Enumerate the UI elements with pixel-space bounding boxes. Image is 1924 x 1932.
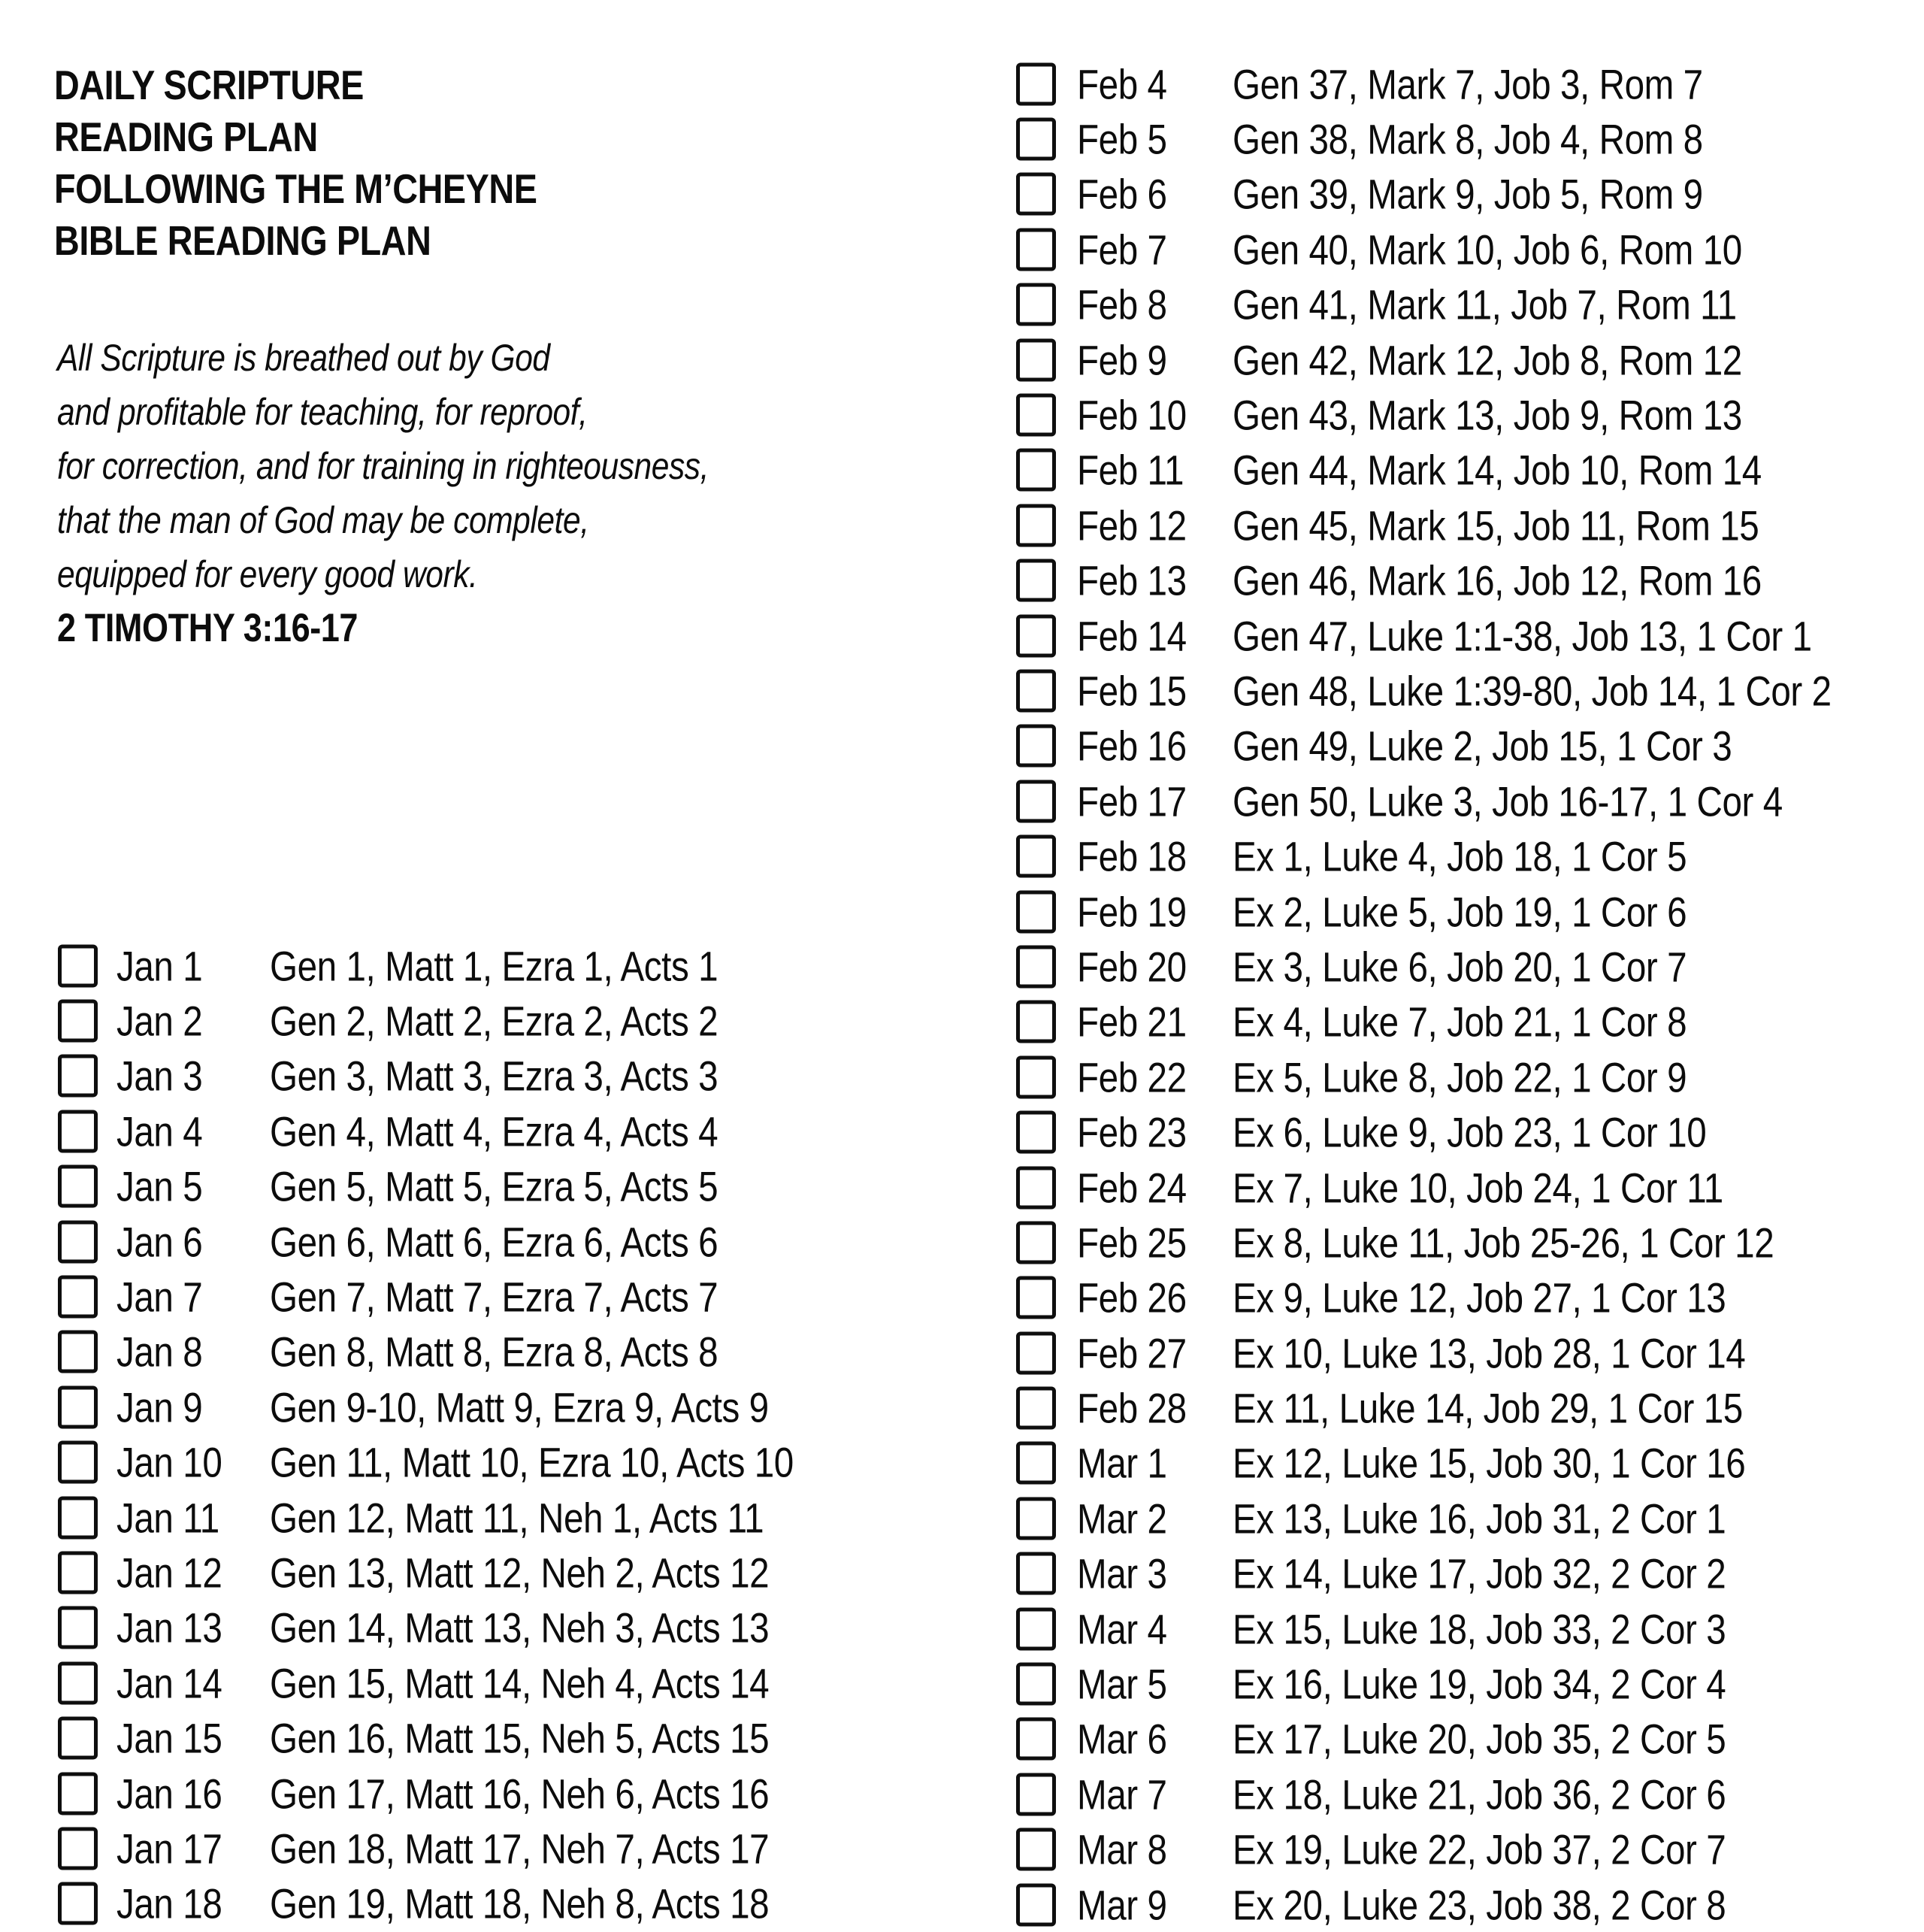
- plan-row: [0, 111, 1924, 166]
- day-readings: Ex 1, Luke 4, Job 18, 1 Cor 5: [1233, 832, 1687, 880]
- day-readings: Gen 13, Matt 12, Neh 2, Acts 12: [270, 1549, 770, 1597]
- title-line-text: BIBLE READING PLAN: [54, 217, 431, 264]
- day-date: Mar 2: [1077, 1494, 1167, 1543]
- day-checkbox[interactable]: [1016, 449, 1056, 492]
- day-checkbox[interactable]: [1016, 62, 1056, 105]
- day-readings: Gen 12, Matt 11, Neh 1, Acts 11: [270, 1494, 764, 1542]
- day-checkbox[interactable]: [1016, 228, 1056, 271]
- day-date: Jan 10: [116, 1438, 222, 1486]
- plan-row: [0, 332, 1924, 387]
- plan-row: [0, 167, 1924, 222]
- day-readings: Gen 11, Matt 10, Ezra 10, Acts 10: [270, 1438, 794, 1486]
- day-date: Jan 11: [116, 1494, 219, 1542]
- day-date: Jan 8: [116, 1328, 203, 1376]
- day-date: Feb 17: [1077, 777, 1187, 825]
- day-date: Mar 8: [1077, 1825, 1167, 1873]
- day-readings: Ex 18, Luke 21, Job 36, 2 Cor 6: [1233, 1770, 1726, 1818]
- day-checkbox[interactable]: [1016, 890, 1056, 933]
- day-readings: Ex 6, Luke 9, Job 23, 1 Cor 10: [1233, 1108, 1707, 1156]
- day-date: Feb 28: [1077, 1384, 1187, 1432]
- day-checkbox[interactable]: [1016, 1828, 1056, 1871]
- title-line-text: READING PLAN: [54, 114, 318, 160]
- day-readings: Gen 47, Luke 1:1-38, Job 13, 1 Cor 1: [1233, 612, 1812, 660]
- day-date: Feb 13: [1077, 556, 1187, 604]
- plan-row: [0, 1491, 1924, 1546]
- day-readings: Gen 1, Matt 1, Ezra 1, Acts 1: [270, 942, 718, 990]
- day-date: Jan 3: [116, 1052, 203, 1100]
- day-readings: Gen 43, Mark 13, Job 9, Rom 13: [1233, 391, 1742, 439]
- day-date: Feb 23: [1077, 1108, 1187, 1156]
- plan-row: [0, 1049, 1924, 1104]
- right-column-list: [0, 56, 1924, 1932]
- day-readings: Gen 7, Matt 7, Ezra 7, Acts 7: [270, 1273, 718, 1321]
- plan-row: [0, 277, 1924, 332]
- day-readings: Gen 50, Luke 3, Job 16-17, 1 Cor 4: [1233, 777, 1783, 825]
- day-readings: Gen 4, Matt 4, Ezra 4, Acts 4: [270, 1107, 718, 1155]
- day-checkbox[interactable]: [1016, 1442, 1056, 1485]
- day-readings: Gen 18, Matt 17, Neh 7, Acts 17: [270, 1824, 770, 1873]
- day-date: Jan 1: [116, 942, 203, 990]
- day-checkbox[interactable]: [1016, 504, 1056, 547]
- plan-row: [0, 1601, 1924, 1656]
- day-readings: Ex 20, Luke 23, Job 38, 2 Cor 8: [1233, 1881, 1726, 1929]
- plan-row: [0, 553, 1924, 608]
- day-date: Jan 18: [116, 1879, 222, 1927]
- day-date: Feb 25: [1077, 1219, 1187, 1267]
- quote-line-text: All Scripture is breathed out by God: [57, 337, 550, 379]
- day-readings: Gen 15, Matt 14, Neh 4, Acts 14: [270, 1659, 770, 1707]
- day-checkbox[interactable]: [1016, 394, 1056, 437]
- day-readings: Gen 45, Mark 15, Job 11, Rom 15: [1233, 501, 1759, 550]
- day-date: Mar 4: [1077, 1605, 1167, 1653]
- plan-row: [0, 1380, 1924, 1435]
- quote-line-text: that the man of God may be complete,: [57, 499, 589, 541]
- day-date: Jan 14: [116, 1659, 222, 1707]
- day-checkbox[interactable]: [1016, 1883, 1056, 1926]
- day-readings: Ex 7, Luke 10, Job 24, 1 Cor 11: [1233, 1164, 1723, 1211]
- day-date: Mar 5: [1077, 1660, 1167, 1708]
- day-readings: Ex 5, Luke 8, Job 22, 1 Cor 9: [1233, 1053, 1687, 1101]
- day-checkbox[interactable]: [1016, 614, 1056, 657]
- plan-row: [0, 1436, 1924, 1491]
- day-readings: Ex 12, Luke 15, Job 30, 1 Cor 16: [1233, 1439, 1746, 1487]
- plan-row: [0, 1712, 1924, 1767]
- day-date: Mar 3: [1077, 1549, 1167, 1597]
- day-date: Feb 20: [1077, 943, 1187, 991]
- day-date: Jan 16: [116, 1770, 222, 1818]
- plan-row: [0, 387, 1924, 442]
- day-checkbox[interactable]: [1016, 1276, 1056, 1319]
- day-date: Feb 7: [1077, 226, 1167, 274]
- plan-row: [0, 939, 1924, 994]
- day-date: Jan 7: [116, 1273, 203, 1321]
- day-date: Feb 4: [1077, 60, 1167, 108]
- plan-row: [0, 884, 1924, 939]
- day-date: Feb 11: [1077, 446, 1184, 494]
- day-readings: Gen 6, Matt 6, Ezra 6, Acts 6: [270, 1218, 718, 1266]
- day-readings: Gen 42, Mark 12, Job 8, Rom 12: [1233, 336, 1742, 384]
- day-checkbox[interactable]: [1016, 945, 1056, 988]
- quote-line-text: equipped for every good work.: [57, 553, 478, 595]
- day-readings: Gen 14, Matt 13, Neh 3, Acts 13: [270, 1603, 770, 1652]
- day-readings: Ex 8, Luke 11, Job 25-26, 1 Cor 12: [1233, 1219, 1774, 1267]
- day-readings: Ex 10, Luke 13, Job 28, 1 Cor 14: [1233, 1329, 1746, 1377]
- day-readings: Ex 3, Luke 6, Job 20, 1 Cor 7: [1233, 943, 1687, 991]
- plan-row: [0, 1104, 1924, 1159]
- day-checkbox[interactable]: [1016, 173, 1056, 216]
- day-checkbox[interactable]: [1016, 118, 1056, 161]
- day-date: Feb 24: [1077, 1164, 1187, 1211]
- day-date: Mar 7: [1077, 1770, 1167, 1818]
- day-date: Feb 27: [1077, 1329, 1187, 1377]
- day-readings: Gen 8, Matt 8, Ezra 8, Acts 8: [270, 1328, 718, 1376]
- day-checkbox[interactable]: [1016, 1663, 1056, 1706]
- day-date: Feb 9: [1077, 336, 1167, 384]
- day-readings: Gen 48, Luke 1:39-80, Job 14, 1 Cor 2: [1233, 667, 1832, 715]
- day-checkbox[interactable]: [1016, 559, 1056, 602]
- day-date: Feb 22: [1077, 1053, 1187, 1101]
- day-readings: Ex 17, Luke 20, Job 35, 2 Cor 5: [1233, 1715, 1726, 1763]
- day-checkbox[interactable]: [1016, 780, 1056, 822]
- day-readings: Gen 2, Matt 2, Ezra 2, Acts 2: [270, 997, 718, 1045]
- plan-row: [0, 1546, 1924, 1601]
- day-readings: Gen 40, Mark 10, Job 6, Rom 10: [1233, 226, 1742, 274]
- day-readings: Gen 19, Matt 18, Neh 8, Acts 18: [270, 1879, 770, 1927]
- day-date: Jan 12: [116, 1549, 222, 1597]
- day-date: Feb 21: [1077, 998, 1187, 1046]
- day-checkbox[interactable]: [1016, 1166, 1056, 1209]
- plan-row: [0, 995, 1924, 1049]
- day-date: Jan 2: [116, 997, 203, 1045]
- plan-row: [0, 719, 1924, 774]
- day-readings: Gen 49, Luke 2, Job 15, 1 Cor 3: [1233, 722, 1732, 770]
- day-date: Jan 9: [116, 1383, 203, 1431]
- day-date: Feb 6: [1077, 170, 1167, 218]
- day-checkbox[interactable]: [1016, 283, 1056, 326]
- quote-line-text: and profitable for teaching, for reproof,: [57, 391, 588, 433]
- day-date: Jan 6: [116, 1218, 203, 1266]
- day-date: Jan 15: [116, 1714, 222, 1762]
- day-checkbox[interactable]: [1016, 835, 1056, 878]
- day-readings: Ex 4, Luke 7, Job 21, 1 Cor 8: [1233, 998, 1687, 1046]
- day-checkbox[interactable]: [1016, 1055, 1056, 1098]
- day-checkbox[interactable]: [1016, 725, 1056, 768]
- day-date: Feb 14: [1077, 612, 1187, 660]
- day-checkbox[interactable]: [1016, 1773, 1056, 1815]
- day-checkbox[interactable]: [1016, 1607, 1056, 1650]
- plan-row: [0, 1767, 1924, 1821]
- day-date: Feb 16: [1077, 722, 1187, 770]
- day-date: Feb 19: [1077, 888, 1187, 936]
- day-checkbox[interactable]: [1016, 1497, 1056, 1540]
- plan-row: [0, 663, 1924, 718]
- plan-row: [0, 828, 1924, 883]
- day-date: Feb 8: [1077, 280, 1167, 329]
- plan-row: [0, 222, 1924, 277]
- quote-reference-text: 2 TIMOTHY 3:16-17: [57, 606, 358, 650]
- day-readings: Gen 41, Mark 11, Job 7, Rom 11: [1233, 280, 1737, 329]
- day-checkbox[interactable]: [1016, 1718, 1056, 1761]
- day-readings: Gen 16, Matt 15, Neh 5, Acts 15: [270, 1714, 770, 1762]
- quote-line-text: for correction, and for training in righteousness,: [57, 445, 709, 487]
- plan-row: [0, 608, 1924, 663]
- day-date: Mar 6: [1077, 1715, 1167, 1763]
- plan-row: [0, 1822, 1924, 1877]
- plan-row: [0, 1656, 1924, 1711]
- plan-row: [0, 56, 1924, 111]
- day-checkbox[interactable]: [1016, 1387, 1056, 1430]
- day-readings: Gen 17, Matt 16, Neh 6, Acts 16: [270, 1770, 770, 1818]
- day-date: Jan 5: [116, 1162, 203, 1210]
- day-date: Jan 13: [116, 1603, 222, 1652]
- title-line-text: FOLLOWING THE M’CHEYNE: [54, 165, 537, 212]
- day-readings: Gen 9-10, Matt 9, Ezra 9, Acts 9: [270, 1383, 769, 1431]
- day-readings: Gen 3, Matt 3, Ezra 3, Acts 3: [270, 1052, 718, 1100]
- day-checkbox[interactable]: [1016, 1111, 1056, 1154]
- day-readings: Gen 37, Mark 7, Job 3, Rom 7: [1233, 60, 1703, 108]
- day-date: Feb 5: [1077, 115, 1167, 163]
- day-checkbox[interactable]: [1016, 1552, 1056, 1595]
- day-readings: Ex 15, Luke 18, Job 33, 2 Cor 3: [1233, 1605, 1726, 1653]
- day-readings: Ex 9, Luke 12, Job 27, 1 Cor 13: [1233, 1273, 1726, 1322]
- title-line-text: DAILY SCRIPTURE: [54, 62, 364, 108]
- plan-row: [0, 443, 1924, 498]
- day-readings: Gen 44, Mark 14, Job 10, Rom 14: [1233, 446, 1762, 494]
- day-date: Feb 18: [1077, 832, 1187, 880]
- day-date: Mar 1: [1077, 1439, 1167, 1487]
- day-readings: Gen 39, Mark 9, Job 5, Rom 9: [1233, 170, 1703, 218]
- day-date: Jan 4: [116, 1107, 203, 1155]
- day-readings: Ex 11, Luke 14, Job 29, 1 Cor 15: [1233, 1384, 1743, 1432]
- plan-row: [0, 1215, 1924, 1270]
- day-checkbox[interactable]: [1016, 669, 1056, 712]
- day-date: Feb 10: [1077, 391, 1187, 439]
- day-readings: Gen 38, Mark 8, Job 4, Rom 8: [1233, 115, 1703, 163]
- day-checkbox[interactable]: [1016, 1221, 1056, 1264]
- day-readings: Ex 19, Luke 22, Job 37, 2 Cor 7: [1233, 1825, 1726, 1873]
- day-date: Mar 9: [1077, 1881, 1167, 1929]
- day-checkbox[interactable]: [1016, 338, 1056, 381]
- day-date: Feb 12: [1077, 501, 1187, 550]
- plan-row: [0, 774, 1924, 828]
- day-readings: Ex 14, Luke 17, Job 32, 2 Cor 2: [1233, 1549, 1726, 1597]
- plan-row: [0, 1877, 1924, 1932]
- plan-row: [0, 1325, 1924, 1380]
- plan-row: [0, 1270, 1924, 1325]
- day-readings: Ex 2, Luke 5, Job 19, 1 Cor 6: [1233, 888, 1687, 936]
- day-readings: Gen 5, Matt 5, Ezra 5, Acts 5: [270, 1162, 718, 1210]
- day-checkbox[interactable]: [1016, 1001, 1056, 1043]
- day-date: Jan 17: [116, 1824, 222, 1873]
- day-date: Feb 15: [1077, 667, 1187, 715]
- day-readings: Gen 46, Mark 16, Job 12, Rom 16: [1233, 556, 1762, 604]
- day-readings: Ex 13, Luke 16, Job 31, 2 Cor 1: [1233, 1494, 1726, 1543]
- day-readings: Ex 16, Luke 19, Job 34, 2 Cor 4: [1233, 1660, 1726, 1708]
- plan-row: [0, 498, 1924, 553]
- day-checkbox[interactable]: [1016, 1331, 1056, 1374]
- day-date: Feb 26: [1077, 1273, 1187, 1322]
- plan-row: [0, 1160, 1924, 1215]
